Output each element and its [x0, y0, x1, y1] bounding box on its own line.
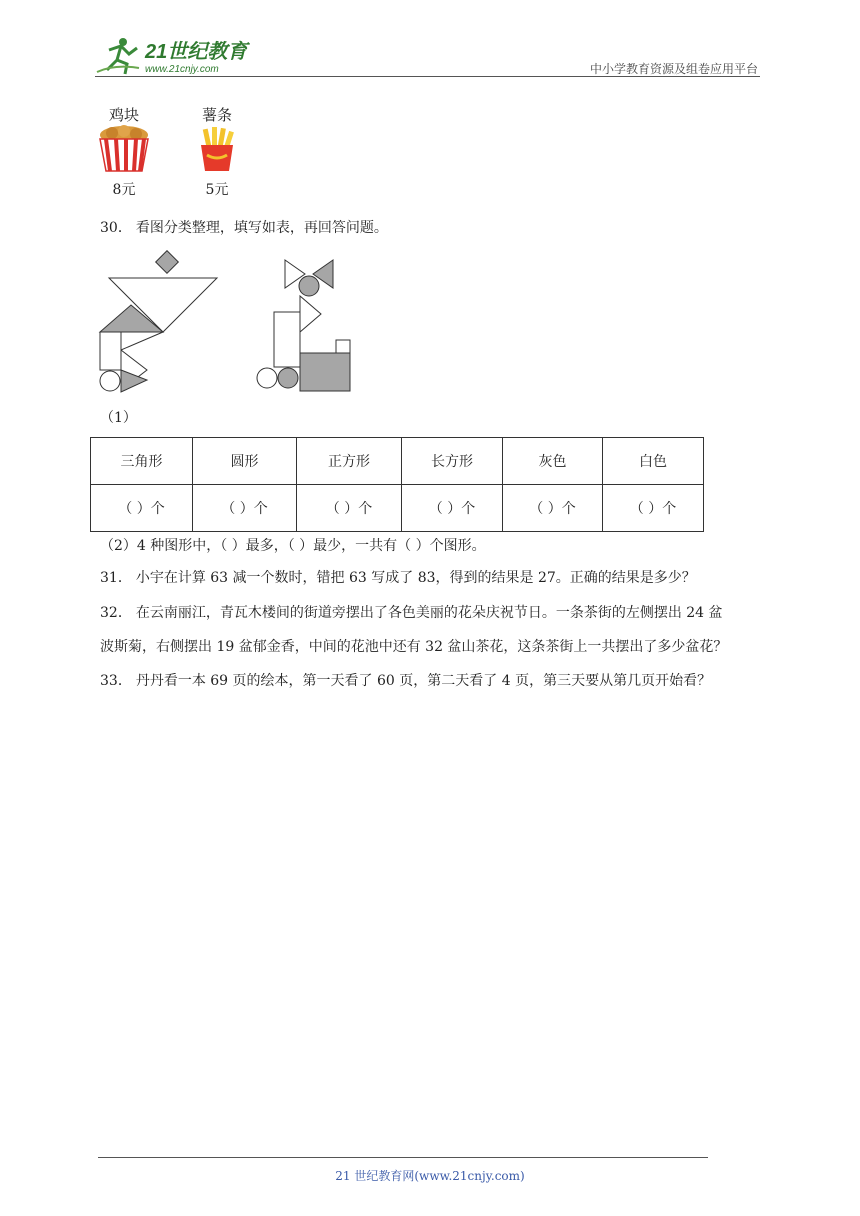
question-number: 33． [100, 673, 132, 689]
question-31 [100, 568, 696, 588]
answer-blank[interactable]: （ ）个 [193, 485, 297, 532]
food-name: 薯条 [201, 106, 232, 124]
table-header-cell: 圆形 [193, 438, 297, 485]
part-2-text: （2）4 种图形中，（ ）最多，（ ）最少，一共有（ ）个图形。 [100, 538, 486, 554]
classification-table [90, 437, 704, 532]
runner-logo-icon [97, 38, 139, 74]
question-text-line-1: 在云南丽江，青瓦木楼间的街道旁摆出了各色美丽的花朵庆祝节日。一条茶街的左侧摆出 24 盆 [135, 605, 723, 621]
food-price: 8元 [112, 182, 136, 198]
table-header-cell: 长方形 [402, 438, 503, 485]
table-header-cell: 正方形 [297, 438, 402, 485]
logo-url: www.21cnjy.com [145, 64, 219, 75]
question-33 [100, 671, 711, 691]
21cnjy-logo [95, 34, 265, 76]
question-32 [100, 603, 723, 623]
shapes-figure [95, 250, 360, 400]
header-divider [95, 76, 760, 77]
answer-blank[interactable]: （ ）个 [603, 485, 704, 532]
question-30 [100, 218, 388, 238]
food-item-fries [182, 104, 252, 199]
fried-chicken-bucket-icon [96, 125, 152, 173]
question-text: 丹丹看一本 69 页的绘本，第一天看了 60 页，第二天看了 4 页，第三天要从第几页开始看？ [135, 673, 712, 689]
question-32-line-2: 波斯菊，右侧摆出 19 盆郁金香，中间的花池中还有 32 盆山茶花，这条茶街上一共摆出了多少盆花？ [100, 639, 728, 655]
table-header-row [91, 438, 704, 485]
food-item-chicken [89, 104, 159, 199]
answer-blank[interactable]: （ ）个 [297, 485, 402, 532]
platform-name: 中小学教育资源及组卷应用平台 [589, 62, 758, 76]
question-text: 看图分类整理，填写如表，再回答问题。 [135, 220, 388, 236]
logo-text: 21世纪教育 [145, 41, 248, 63]
part-1-label: （1） [100, 410, 137, 426]
question-number: 31． [100, 570, 132, 586]
table-header-cell: 灰色 [503, 438, 603, 485]
page-header [95, 30, 760, 78]
figure-bird [100, 251, 217, 392]
table-header-cell: 白色 [603, 438, 704, 485]
answer-blank[interactable]: （ ）个 [503, 485, 603, 532]
answer-blank[interactable]: （ ）个 [402, 485, 503, 532]
french-fries-icon [195, 125, 239, 173]
footer-link[interactable]: 21 世纪教育网(www.21cnjy.com) [335, 1169, 525, 1183]
answer-blank[interactable]: （ ）个 [91, 485, 193, 532]
table-header-cell: 三角形 [91, 438, 193, 485]
question-number: 30． [100, 220, 132, 236]
footer-divider [98, 1157, 708, 1158]
question-number: 32． [100, 605, 132, 621]
food-name: 鸡块 [108, 106, 139, 124]
table-row [91, 485, 704, 532]
food-price: 5元 [205, 182, 229, 198]
question-text: 小宇在计算 63 减一个数时，错把 63 写成了 83，得到的结果是 27。正确的结果是多少？ [135, 570, 696, 586]
figure-robot [257, 260, 350, 391]
